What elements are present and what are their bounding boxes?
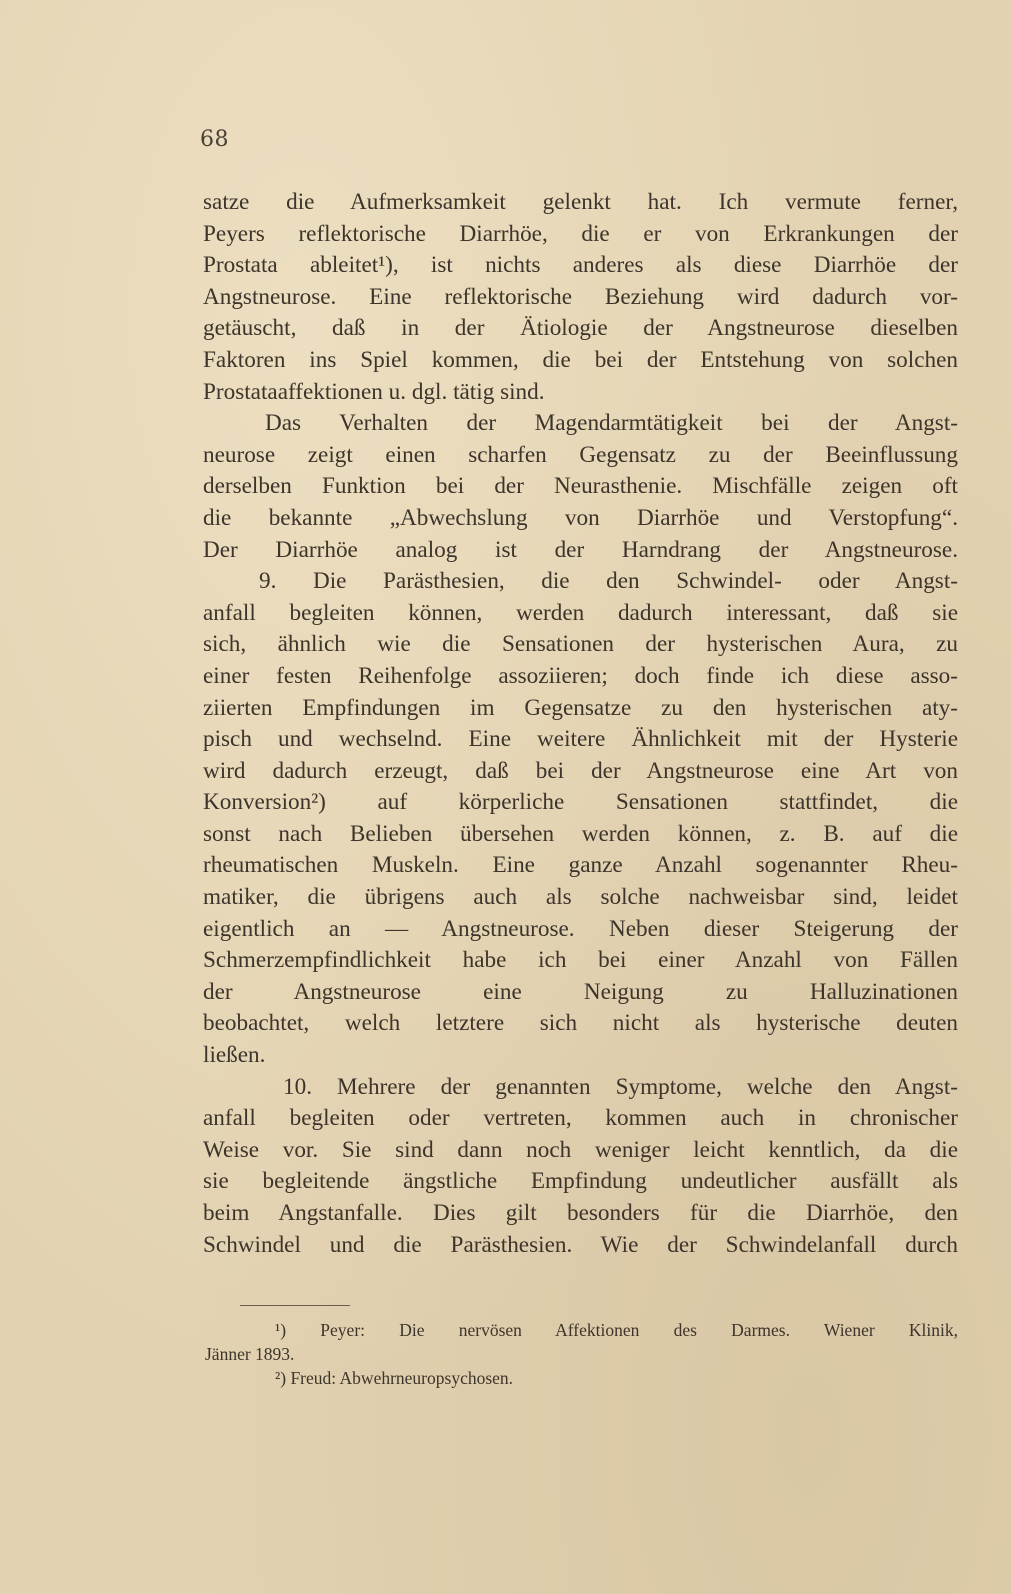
text-line: getäuscht, daß in der Ätiologie der Angstneurose dieselben: [203, 315, 958, 342]
text-line: Schwindel und die Parästhesien. Wie der Schwindelanfall durch: [203, 1231, 958, 1258]
text-line: ziierten Empfindungen im Gegensatze zu den hysterischen aty-: [203, 694, 958, 721]
text-line: Angstneurose. Eine reflektorische Beziehung wird dadurch vor-: [203, 283, 958, 310]
text-line: neurose zeigt einen scharfen Gegensatz zu der Beeinflussung: [203, 441, 958, 468]
text-line: beim Angstanfalle. Dies gilt besonders für die Diarrhöe, den: [203, 1200, 958, 1226]
text-line: ließen.: [203, 1042, 266, 1069]
text-line: Prostata ableitet¹), ist nichts anderes als diese Diarrhöe der: [203, 252, 958, 279]
text-line: derselben Funktion bei der Neurasthenie. Mischfälle zeigen oft: [203, 473, 958, 500]
text-line: matiker, die übrigens auch als solche nachweisbar sind, leidet: [203, 884, 958, 911]
text-line: sie begleitende ängstliche Empfindung undeutlicher ausfällt als: [203, 1168, 958, 1195]
body-text: [203, 187, 958, 1261]
text-line: 9. Die Parästhesien, die den Schwindel- oder Angst-: [259, 568, 958, 595]
footnotes: [203, 1318, 958, 1390]
text-line: wird dadurch erzeugt, daß bei der Angstneurose eine Art von: [203, 757, 958, 784]
text-line: Weise vor. Sie sind dann noch weniger leicht kenntlich, da die: [203, 1136, 958, 1163]
text-line: Peyers reflektorische Diarrhöe, die er von Erkrankungen der: [203, 220, 958, 247]
text-line: Konversion²) auf körperliche Sensationen stattfindet, die: [203, 789, 958, 816]
footnote-line: Jänner 1893.: [205, 1344, 295, 1364]
text-line: beobachtet, welch letztere sich nicht als hysterische deuten: [203, 1010, 958, 1037]
footnote-line: ¹) Peyer: Die nervösen Affektionen des Darmes. Wiener Klinik,: [275, 1320, 958, 1340]
text-line: anfall begleiten oder vertreten, kommen auch in chronischer: [203, 1105, 958, 1132]
text-line: rheumatischen Muskeln. Eine ganze Anzahl sogenannter Rheu-: [203, 852, 958, 879]
text-line: Das Verhalten der Magendarmtätigkeit bei der Angst-: [265, 410, 958, 437]
text-line: die bekannte „Abwechslung von Diarrhöe und Verstopfung“.: [203, 504, 958, 531]
page-number: 68: [200, 127, 229, 152]
text-line: sich, ähnlich wie die Sensationen der hysterischen Aura, zu: [203, 631, 958, 658]
footnote-rule: [240, 1305, 350, 1306]
text-line: der Angstneurose eine Neigung zu Halluzinationen: [203, 978, 958, 1005]
text-line: 10. Mehrere der genannten Symptome, welche den Angst-: [283, 1073, 958, 1100]
text-line: Prostataaffektionen u. dgl. tätig sind.: [203, 378, 545, 405]
text-line: eigentlich an — Angstneurose. Neben dieser Steigerung der: [203, 915, 958, 942]
text-line: sonst nach Belieben übersehen werden können, z. B. auf die: [203, 820, 958, 847]
text-line: Schmerzempfindlichkeit habe ich bei einer Anzahl von Fällen: [203, 947, 958, 974]
text-line: Faktoren ins Spiel kommen, die bei der Entstehung von solchen: [203, 346, 958, 373]
text-line: Der Diarrhöe analog ist der Harndrang der Angstneurose.: [203, 536, 958, 563]
text-line: anfall begleiten können, werden dadurch interessant, daß sie: [203, 599, 958, 626]
text-line: satze die Aufmerksamkeit gelenkt hat. Ich vermute ferner,: [203, 189, 958, 215]
footnote-line: ²) Freud: Abwehrneuropsychosen.: [275, 1368, 514, 1388]
text-line: einer festen Reihenfolge assoziieren; doch finde ich diese asso-: [203, 662, 958, 689]
text-line: pisch und wechselnd. Eine weitere Ähnlichkeit mit der Hysterie: [203, 726, 958, 753]
